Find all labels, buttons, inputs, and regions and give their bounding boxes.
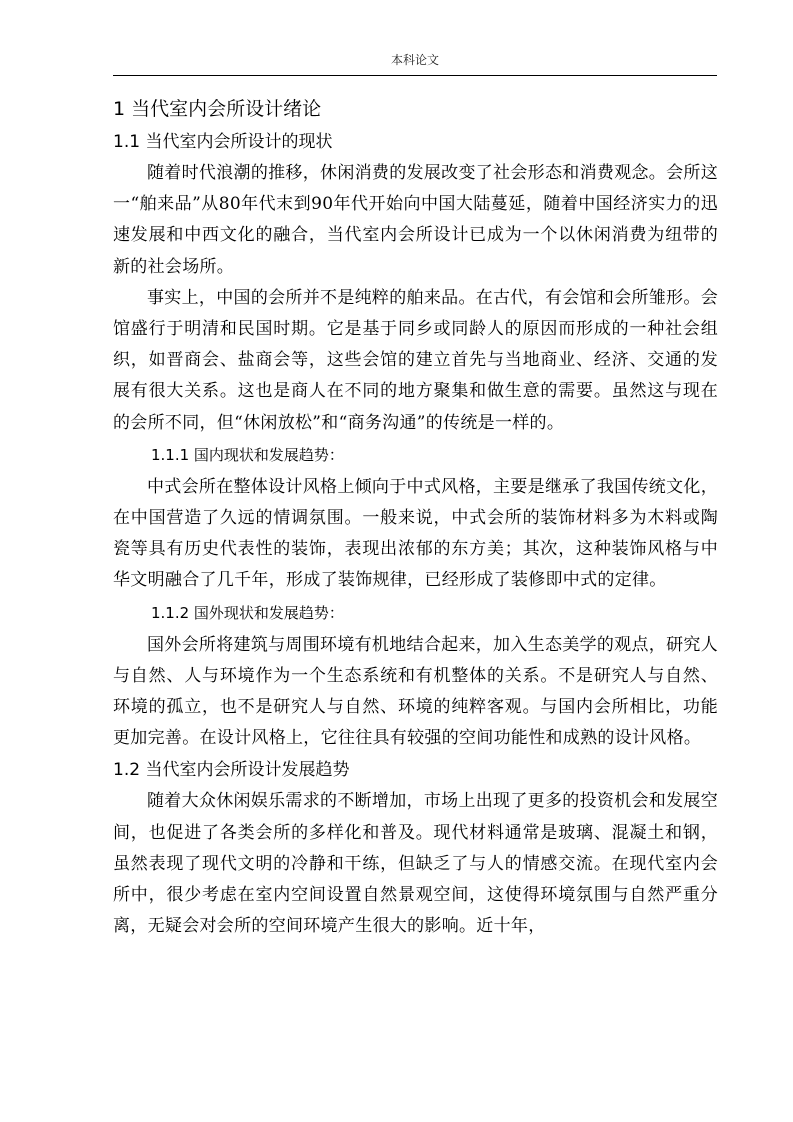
section-heading-1-2: 1.2 当代室内会所设计发展趋势 [113,760,350,781]
subsection-heading-1-1-1: 1.1.1 国内现状和发展趋势： [151,445,344,464]
paragraph-3: 中式会所在整体设计风格上倾向于中式风格，主要是继承了我国传统文化，在中国营造了久远的情调氛围。一般来说，中式会所的装饰材料多为木料或陶瓷等具有历史代表性的装饰，表现出浓郁的东方美；其次，这种装饰风格与中华文明融合了几千年，形成了装饰规律，已经形成了装修即中式的定律。 [113,476,718,591]
subsection-heading-1-1-2: 1.1.2 国外现状和发展趋势： [151,603,344,622]
section-heading-1-1: 1.1 当代室内会所设计的现状 [113,132,333,152]
page-header [113,50,717,76]
document-body [113,92,718,942]
paragraph-2: 事实上，中国的会所并不是纯粹的舶来品。在古代，有会馆和会所雏形。会馆盛行于明清和民国时期。它是基于同乡或同龄人的原因而形成的一种社会组织，如晋商会、盐商会等，这些会馆的建立首先与当地商业、经济、交通的发展有很大关系。这也是商人在不同的地方聚集和做生意的需要。虽然这与现在的会所不同，但“休闲放松”和“商务沟通”的传统是一样的。 [113,287,718,433]
paragraph-4: 国外会所将建筑与周围环境有机地结合起来，加入生态美学的观点，研究人与自然、人与环境作为一个生态系统和有机整体的关系。不是研究人与自然、环境的孤立，也不是研究人与自然、环境的纯粹客观。与国内会所相比，功能更加完善。在设计风格上，它往往具有较强的空间功能性和成熟的设计风格。 [113,634,718,749]
paragraph-1: 随着时代浪潮的推移，休闲消费的发展改变了社会形态和消费观念。会所这一“舶来品”从80年代末到90年代开始向中国大陆蔓延，随着中国经济实力的迅速发展和中西文化的融合，当代室内会所设计已成为一个以休闲消费为纽带的新的社会场所。 [113,163,718,277]
chapter-heading: 1 当代室内会所设计绪论 [113,98,322,120]
header-title: 本科论文 [390,53,439,67]
paragraph-5: 随着大众休闲娱乐需求的不断增加，市场上出现了更多的投资机会和发展空间，也促进了各类会所的多样化和普及。现代材料通常是玻璃、混凝土和钢，虽然表现了现代文明的冷静和干练，但缺乏了与人的情感交流。在现代室内会所中，很少考虑在室内空间设置自然景观空间，这使得环境氛围与自然严重分离，无疑会对会所的空间环境产生很大的影响。近十年， [113,791,718,937]
